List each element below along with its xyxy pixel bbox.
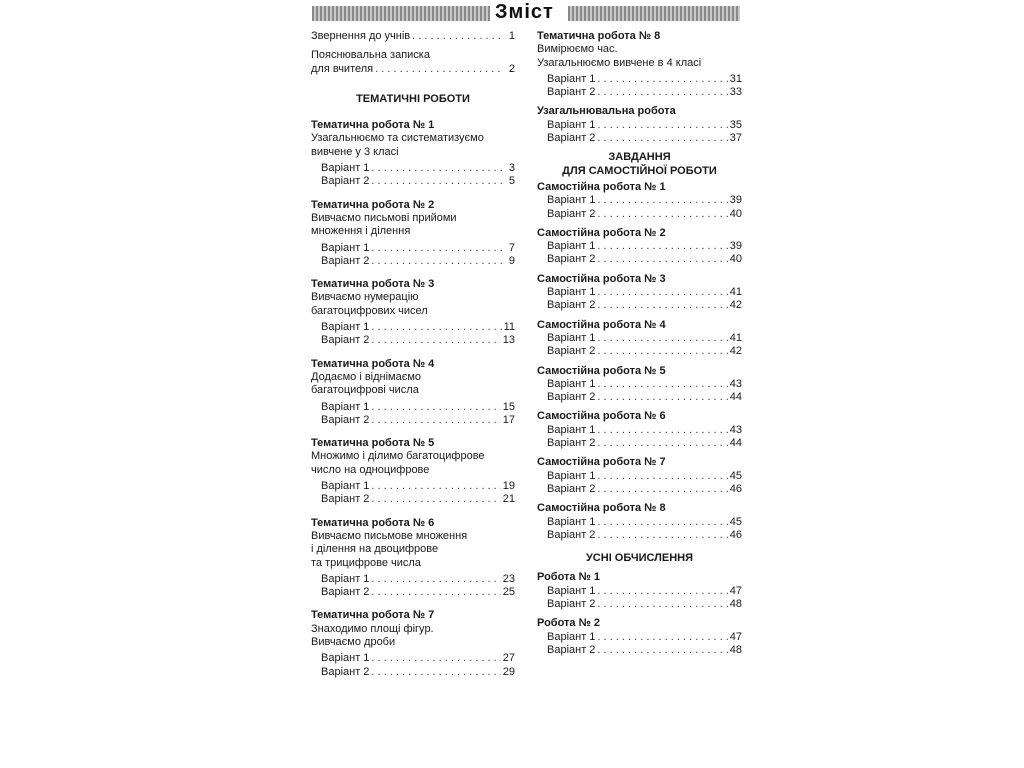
toc-entry-label: Варіант 2 — [547, 391, 596, 404]
toc-page-number: 44 — [729, 437, 742, 450]
leader-dots — [371, 255, 503, 268]
leader-dots — [412, 30, 503, 43]
leader-dots — [597, 345, 727, 358]
work-description: Узагальнюємо та систематизуємо — [311, 132, 484, 145]
toc-page-number: 41 — [729, 286, 742, 299]
toc-page-number: 41 — [729, 331, 742, 344]
toc-entry-variant[interactable] — [311, 334, 515, 347]
toc-entry-label: Варіант 2 — [321, 586, 370, 599]
toc-entry-label: Варіант 1 — [321, 480, 370, 493]
toc-page-number: 19 — [502, 480, 515, 493]
toc-page-number: 31 — [729, 72, 742, 85]
leader-dots — [597, 391, 727, 404]
leader-dots — [371, 666, 500, 679]
work-heading: Самостійна робота № 3 — [537, 272, 666, 285]
work-heading: Робота № 1 — [537, 571, 601, 584]
toc-entry-intro[interactable] — [311, 30, 515, 43]
work-description: множення і ділення — [311, 225, 411, 238]
toc-entry-variant[interactable] — [537, 332, 742, 345]
leader-dots — [597, 598, 727, 611]
leader-dots — [371, 652, 500, 665]
leader-dots — [371, 480, 500, 493]
leader-dots — [597, 644, 727, 657]
toc-entry-variant[interactable] — [311, 493, 515, 506]
section-heading-independent: ЗАВДАННЯ — [608, 151, 671, 164]
toc-page-number: 1 — [508, 30, 515, 42]
toc-entry-variant[interactable] — [537, 424, 742, 437]
leader-dots — [597, 631, 727, 644]
work-heading: Самостійна робота № 1 — [537, 180, 666, 193]
work-heading: Тематична робота № 5 — [311, 437, 435, 450]
toc-entry-variant[interactable] — [311, 401, 515, 414]
section-heading-oral: УСНІ ОБЧИСЛЕННЯ — [585, 552, 694, 565]
toc-entry-variant[interactable] — [537, 119, 742, 132]
toc-page-number: 46 — [729, 528, 742, 541]
leader-dots — [375, 63, 503, 76]
work-heading: Тематична робота № 3 — [311, 278, 435, 291]
work-description: число на одноцифрове — [311, 463, 430, 476]
leader-dots — [371, 414, 500, 427]
toc-entry-variant[interactable] — [537, 391, 742, 404]
toc-entry-variant[interactable] — [537, 529, 742, 542]
title-band-left — [312, 6, 490, 21]
work-description: та трицифрове числа — [311, 556, 421, 569]
toc-page-number: 40 — [729, 207, 742, 220]
toc-left-column — [311, 30, 515, 679]
toc-entry-variant[interactable] — [537, 631, 742, 644]
toc-entry-variant[interactable] — [311, 175, 515, 188]
toc-entry-variant[interactable] — [537, 470, 742, 483]
toc-page-number: 3 — [508, 162, 515, 175]
leader-dots — [597, 332, 727, 345]
toc-entry-label: Варіант 1 — [321, 162, 370, 175]
toc-entry-variant[interactable] — [537, 585, 742, 598]
toc-entry-label: Варіант 1 — [547, 331, 596, 344]
toc-entry-label: Варіант 2 — [321, 493, 370, 506]
toc-entry-variant[interactable] — [311, 666, 515, 679]
toc-entry-label: Варіант 1 — [321, 400, 370, 413]
work-heading: Тематична робота № 6 — [311, 516, 435, 529]
toc-page-number: 43 — [729, 377, 742, 390]
toc-page-number: 15 — [502, 400, 515, 413]
work-description: Вивчаємо нумерацію — [311, 291, 419, 304]
toc-page-number: 46 — [729, 482, 742, 495]
toc-entry-note-line1: Пояснювальна записка — [311, 49, 430, 62]
leader-dots — [371, 175, 503, 188]
toc-page-number: 42 — [729, 345, 742, 358]
toc-entry-label: Варіант 2 — [547, 207, 596, 220]
toc-right-column — [537, 30, 742, 657]
work-description: багатоцифрові числа — [311, 384, 419, 397]
leader-dots — [371, 401, 500, 414]
toc-entry-variant[interactable] — [537, 86, 742, 99]
toc-entry-variant[interactable] — [311, 480, 515, 493]
toc-page-number: 29 — [502, 665, 515, 678]
toc-page-number: 44 — [729, 391, 742, 404]
leader-dots — [597, 299, 727, 312]
toc-page-number: 47 — [729, 630, 742, 643]
toc-page-number: 45 — [729, 515, 742, 528]
toc-entry-variant[interactable] — [537, 437, 742, 450]
toc-entry-variant[interactable] — [537, 345, 742, 358]
toc-entry-label: Варіант 1 — [547, 469, 596, 482]
work-heading: Тематична робота № 4 — [311, 357, 435, 370]
work-heading: Самостійна робота № 7 — [537, 456, 666, 469]
work-heading: Тематична робота № 2 — [311, 198, 435, 211]
leader-dots — [597, 286, 727, 299]
toc-page-number: 45 — [729, 469, 742, 482]
toc-entry-variant[interactable] — [311, 573, 515, 586]
work-heading: Узагальнювальна робота — [537, 105, 676, 118]
toc-entry-label: Варіант 2 — [547, 482, 596, 495]
toc-page-number: 27 — [502, 652, 515, 665]
work-heading: Самостійна робота № 2 — [537, 226, 666, 239]
leader-dots — [597, 483, 727, 496]
toc-entry-label: Варіант 2 — [547, 86, 596, 99]
leader-dots — [597, 529, 727, 542]
toc-entry-label: Варіант 2 — [547, 437, 596, 450]
toc-page-number: 48 — [729, 597, 742, 610]
section-heading-independent-line2: ДЛЯ САМОСТІЙНОЇ РОБОТИ — [562, 164, 717, 177]
leader-dots — [597, 253, 727, 266]
leader-dots — [597, 73, 727, 86]
toc-entry-label: Варіант 1 — [547, 72, 596, 85]
leader-dots — [597, 86, 727, 99]
toc-entry-label: Варіант 2 — [547, 643, 596, 656]
toc-entry-label: Варіант 2 — [547, 597, 596, 610]
toc-entry-label: Варіант 2 — [321, 254, 370, 267]
work-description: Множимо і ділимо багатоцифрове — [311, 450, 485, 463]
work-heading: Самостійна робота № 4 — [537, 318, 666, 331]
toc-page-number: 7 — [508, 241, 515, 254]
toc-page-number: 39 — [729, 240, 742, 253]
toc-page-number: 2 — [508, 62, 515, 75]
work-heading: Самостійна робота № 8 — [537, 502, 666, 515]
leader-dots — [597, 194, 727, 207]
section-heading-thematic: ТЕМАТИЧНІ РОБОТИ — [356, 92, 470, 105]
toc-entry-note[interactable] — [311, 63, 515, 76]
toc-entry-label: Варіант 1 — [547, 286, 596, 299]
toc-entry-variant[interactable] — [537, 378, 742, 391]
toc-entry-variant[interactable] — [537, 73, 742, 86]
work-heading: Самостійна робота № 5 — [537, 364, 666, 377]
title-band-right — [568, 6, 740, 21]
toc-entry-label: Варіант 1 — [547, 194, 596, 207]
toc-entry-label: Варіант 1 — [547, 377, 596, 390]
work-description: Вивчаємо письмові прийоми — [311, 211, 457, 224]
toc-entry-label: Звернення до учнів — [311, 30, 411, 42]
toc-entry-label: Варіант 1 — [547, 118, 596, 131]
toc-page-number: 43 — [729, 423, 742, 436]
work-heading: Тематична робота № 8 — [537, 30, 661, 42]
toc-page-number: 21 — [502, 493, 515, 506]
toc-page-number: 48 — [729, 643, 742, 656]
work-description: Додаємо і віднімаємо — [311, 370, 422, 383]
toc-entry-variant[interactable] — [311, 242, 515, 255]
leader-dots — [371, 321, 501, 334]
toc-entry-label: Варіант 2 — [547, 345, 596, 358]
work-description: Вимірюємо час. — [537, 43, 618, 56]
work-heading: Самостійна робота № 6 — [537, 410, 666, 423]
toc-page-number: 13 — [502, 334, 515, 347]
work-description: Знаходимо площі фігур. — [311, 622, 434, 635]
toc-entry-label: Варіант 1 — [547, 584, 596, 597]
work-description: багатоцифрових чисел — [311, 304, 428, 317]
work-description: Вивчаємо дроби — [311, 635, 396, 648]
toc-entry-variant[interactable] — [311, 162, 515, 175]
toc-entry-variant[interactable] — [537, 483, 742, 496]
toc-entry-variant[interactable] — [537, 516, 742, 529]
leader-dots — [597, 470, 727, 483]
toc-page-number: 25 — [502, 586, 515, 599]
toc-entry-variant[interactable] — [311, 586, 515, 599]
leader-dots — [371, 242, 503, 255]
toc-entry-label: Варіант 2 — [547, 299, 596, 312]
toc-entry-label: Варіант 1 — [321, 572, 370, 585]
toc-entry-variant[interactable] — [537, 194, 742, 207]
toc-entry-label: Варіант 2 — [321, 665, 370, 678]
leader-dots — [597, 240, 727, 253]
toc-entry-variant[interactable] — [537, 132, 742, 145]
contents-title-bar — [312, 1, 740, 23]
leader-dots — [597, 424, 727, 437]
toc-entry-label: Варіант 1 — [547, 423, 596, 436]
leader-dots — [597, 378, 727, 391]
toc-page-number: 11 — [503, 321, 515, 334]
toc-page-number: 33 — [729, 86, 742, 99]
toc-entry-variant[interactable] — [311, 652, 515, 665]
toc-page-number: 23 — [502, 572, 515, 585]
toc-entry-label: Варіант 1 — [321, 321, 370, 334]
work-description: і ділення на двоцифрове — [311, 543, 439, 556]
work-description: Узагальнюємо вивчене в 4 класі — [537, 56, 702, 69]
toc-entry-label: для вчителя — [311, 62, 374, 75]
toc-entry-label: Варіант 2 — [547, 253, 596, 266]
toc-page-number: 39 — [729, 194, 742, 207]
toc-entry-variant[interactable] — [537, 240, 742, 253]
toc-page-number: 40 — [729, 253, 742, 266]
toc-entry-variant[interactable] — [311, 255, 515, 268]
leader-dots — [597, 119, 727, 132]
toc-entry-label: Варіант 1 — [547, 515, 596, 528]
toc-entry-variant[interactable] — [537, 286, 742, 299]
leader-dots — [371, 586, 500, 599]
leader-dots — [597, 132, 727, 145]
toc-entry-label: Варіант 2 — [547, 132, 596, 145]
leader-dots — [371, 162, 503, 175]
toc-entry-variant[interactable] — [537, 644, 742, 657]
leader-dots — [597, 585, 727, 598]
toc-entry-variant[interactable] — [537, 253, 742, 266]
toc-entry-label: Варіант 1 — [547, 240, 596, 253]
leader-dots — [371, 334, 500, 347]
toc-entry-label: Варіант 1 — [547, 630, 596, 643]
toc-page-number: 42 — [729, 299, 742, 312]
toc-page-number: 47 — [729, 584, 742, 597]
toc-entry-label: Варіант 2 — [321, 334, 370, 347]
toc-entry-variant[interactable] — [311, 414, 515, 427]
toc-page-number: 9 — [508, 254, 515, 267]
toc-entry-label: Варіант 2 — [321, 413, 370, 426]
work-description: вивчене у 3 класі — [311, 145, 399, 158]
leader-dots — [597, 208, 727, 221]
page-title: Зміст — [495, 1, 554, 23]
toc-entry-variant[interactable] — [537, 598, 742, 611]
toc-entry-label: Варіант 2 — [547, 528, 596, 541]
leader-dots — [371, 573, 500, 586]
leader-dots — [597, 516, 727, 529]
toc-page-number: 35 — [729, 118, 742, 131]
toc-page-number: 37 — [729, 132, 742, 145]
leader-dots — [597, 437, 727, 450]
toc-page-number: 17 — [502, 413, 515, 426]
toc-entry-variant[interactable] — [537, 299, 742, 312]
toc-entry-label: Варіант 2 — [321, 175, 370, 188]
toc-entry-variant[interactable] — [311, 321, 515, 334]
toc-page-number: 5 — [508, 175, 515, 188]
toc-entry-variant[interactable] — [537, 208, 742, 221]
toc-entry-label: Варіант 1 — [321, 652, 370, 665]
work-heading: Робота № 2 — [537, 617, 601, 630]
work-heading: Тематична робота № 7 — [311, 609, 435, 622]
toc-entry-label: Варіант 1 — [321, 241, 370, 254]
work-heading: Тематична робота № 1 — [311, 119, 435, 132]
leader-dots — [371, 493, 500, 506]
work-description: Вивчаємо письмове множення — [311, 529, 468, 542]
